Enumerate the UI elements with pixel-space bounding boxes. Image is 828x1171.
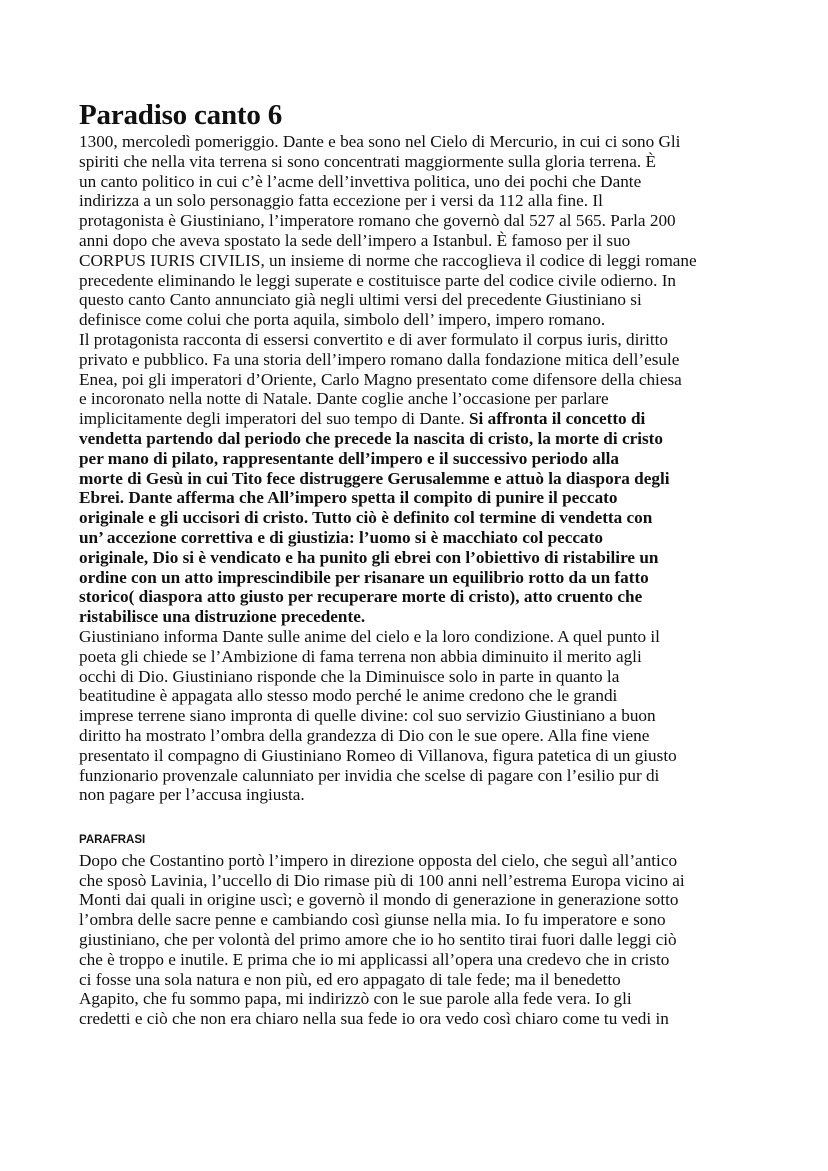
text-line: ci fosse una sola natura e non più, ed ero appagato di tale fede; ma il benedetto xyxy=(79,969,621,989)
text-line: vendetta partendo dal periodo che precede la nascita di cristo, la morte di cristo xyxy=(79,428,663,448)
text-line: Monti dai quali in origine uscì; e governò il mondo di generazione in generazione sotto xyxy=(79,890,679,910)
text-line: originale e gli uccisori di cristo. Tutto ciò è definito col termine di vendetta con xyxy=(79,508,653,528)
text-line: funzionario provenzale calunniato per invidia che scelse di pagare con l’esilio pur di xyxy=(79,765,660,785)
text-line: CORPUS IURIS CIVILIS, un insieme di norme che raccoglieva il codice di leggi romane xyxy=(79,250,697,270)
text-line: diritto ha mostrato l’ombra della grandezza di Dio con le sue opere. Alla fine viene xyxy=(79,725,650,745)
text-line: presentato il compagno di Giustiniano Romeo di Villanova, figura patetica di un giusto xyxy=(79,745,677,765)
text-line: Giustiniano informa Dante sulle anime del cielo e la loro condizione. A quel punto il xyxy=(79,626,660,646)
text-line: imprese terrene siano impronta di quelle divine: col suo servizio Giustiniano a buon xyxy=(79,706,656,726)
text-line: occhi di Dio. Giustiniano risponde che la Diminuisce solo in parte in quanto la xyxy=(79,666,620,686)
text-line: privato e pubblico. Fa una storia dell’impero romano dalla fondazione mitica dell’esule xyxy=(79,349,680,369)
paragraph-vendetta-bold xyxy=(79,429,759,627)
paragraph-history xyxy=(79,330,759,409)
document-title: Paradiso canto 6 xyxy=(79,99,283,131)
text-line: che è troppo e inutile. E prima che io mi applicassi all’opera una credevo che in cristo xyxy=(79,949,670,969)
document-page xyxy=(79,98,759,1029)
text-line: Ebrei. Dante afferma che All’impero spetta il compito di punire il peccato xyxy=(79,488,618,508)
text-line: originale, Dio si è vendicato e ha punito gli ebrei con l’obiettivo di ristabilire un xyxy=(79,547,659,567)
text-line: e incoronato nella notte di Natale. Dante coglie anche l’occasione per parlare xyxy=(79,389,609,409)
section-heading-parafrasi: PARAFRASI xyxy=(79,834,146,847)
text-line: Agapito, che fu sommo papa, mi indirizzò con le sue parole alla fede vera. Io gli xyxy=(79,989,632,1009)
text-line: definisce come colui che porta aquila, simbolo dell’ impero, impero romano. xyxy=(79,310,606,330)
paragraph-intro xyxy=(79,132,759,330)
text-line: storico( diaspora atto giusto per recuperare morte di cristo), atto cruento che xyxy=(79,587,643,607)
text-line: protagonista è Giustiniano, l’imperatore romano che governò dal 527 al 565. Parla 200 xyxy=(79,211,676,231)
text-line-mixed xyxy=(79,409,759,429)
text-line: un’ accezione correttiva e di giustizia: l’uomo si è macchiato col peccato xyxy=(79,527,603,547)
text-line: spiriti che nella vita terrena si sono concentrati maggiormente sulla gloria terrena. È xyxy=(79,151,656,171)
text-bold: Si affronta il concetto di xyxy=(468,409,646,429)
text-line: indirizza a un solo personaggio fatta eccezione per i versi da 112 alla fine. Il xyxy=(79,191,603,211)
text-line: anni dopo che aveva spostato la sede dell’impero a Istanbul. È famoso per il suo xyxy=(79,230,631,250)
text-line: per mano di pilato, rappresentante dell’impero e il successivo periodo alla xyxy=(79,448,619,468)
text-line: un canto politico in cui c’è l’acme dell’invettiva politica, uno dei pochi che Dante xyxy=(79,171,642,191)
text-line: ordine con un atto imprescindibile per risanare un equilibrio rotto da un fatto xyxy=(79,567,649,587)
text-line: Il protagonista racconta di essersi convertito e di aver formulato il corpus iuris, diritto xyxy=(79,329,668,349)
text-line: non pagare per l’accusa ingiusta. xyxy=(79,785,305,805)
paragraph-giustiniano xyxy=(79,627,759,805)
text-line: Dopo che Costantino portò l’impero in direzione opposta del cielo, che seguì all’antico xyxy=(79,850,678,870)
text-line: precedente eliminando le leggi superate e costituisce parte del codice civile odierno. In xyxy=(79,270,677,290)
text-normal: implicitamente degli imperatori del suo tempo di Dante. xyxy=(79,409,469,429)
text-line: morte di Gesù in cui Tito fece distruggere Gerusalemme e attuò la diaspora degli xyxy=(79,468,670,488)
text-line: ristabilisce una distruzione precedente. xyxy=(79,607,366,627)
text-line: beatitudine è appagata allo stesso modo perché le anime credono che le grandi xyxy=(79,686,618,706)
text-line: questo canto Canto annunciato già negli ultimi versi del precedente Giustiniano si xyxy=(79,290,642,310)
text-line: giustiniano, che per volontà del primo amore che io ho sentito tirai fuori dalle leggi ciò xyxy=(79,930,677,950)
text-line: 1300, mercoledì pomeriggio. Dante e bea sono nel Cielo di Mercurio, in cui ci sono Gli xyxy=(79,132,681,151)
text-line: credetti e ciò che non era chiaro nella sua fede io ora vedo così chiaro come tu vedi in xyxy=(79,1009,669,1029)
text-line: Enea, poi gli imperatori d’Oriente, Carlo Magno presentato come difensore della chiesa xyxy=(79,369,682,389)
paragraph-parafrasi xyxy=(79,851,759,1029)
text-line: poeta gli chiede se l’Ambizione di fama terrena non abbia diminuito il merito agli xyxy=(79,646,642,666)
text-line: l’ombra delle sacre penne e cambiando così giunse nella mia. Io fu imperatore e sono xyxy=(79,910,666,930)
text-line: che sposò Lavinia, l’uccello di Dio rimase più di 100 anni nell’estrema Europa vicino ai xyxy=(79,870,685,890)
